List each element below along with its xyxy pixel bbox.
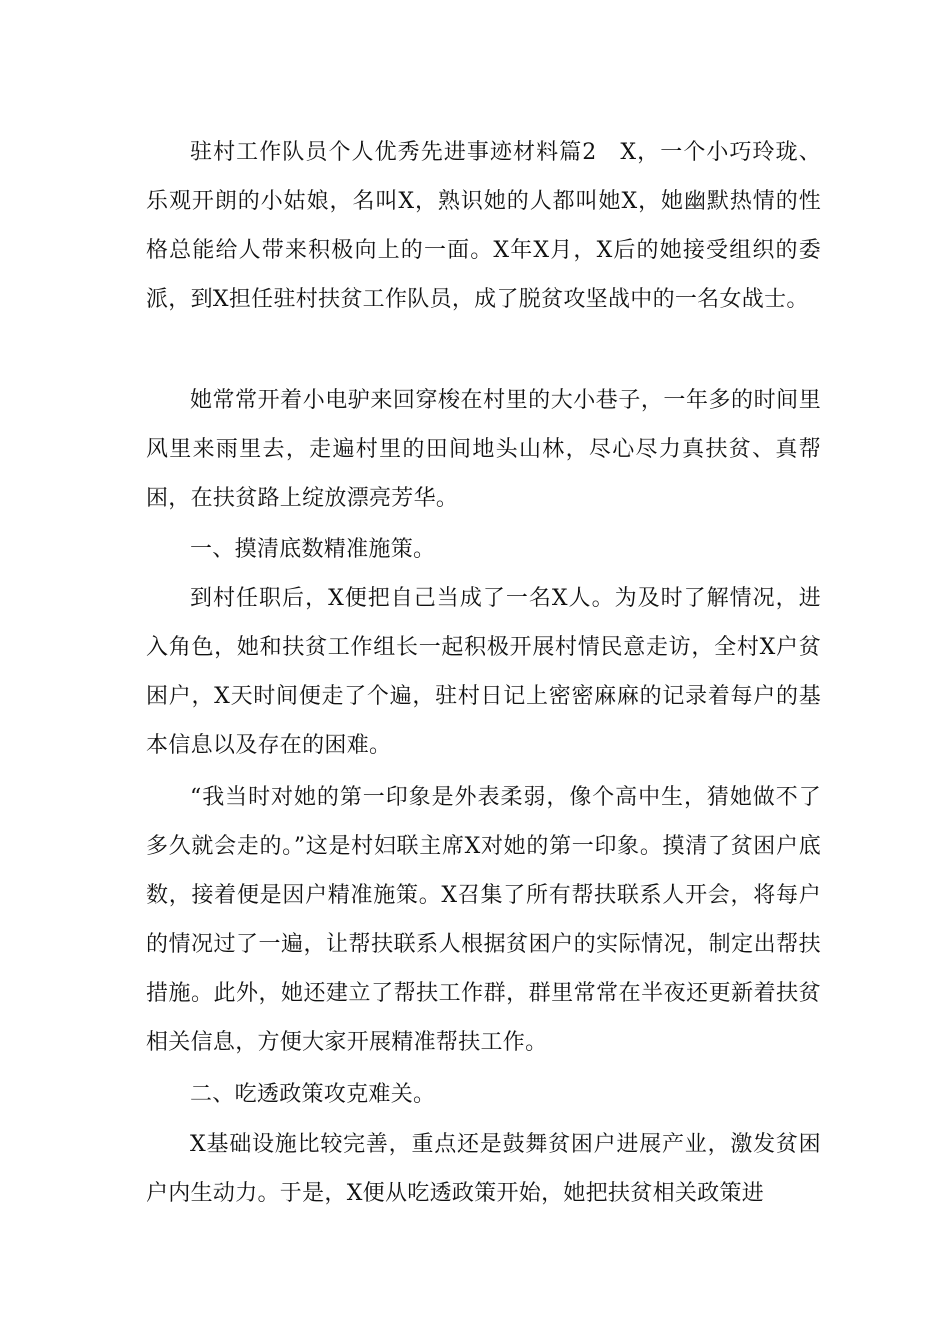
paragraph-village-rides: 她常常开着小电驴来回穿梭在村里的大小巷子，一年多的时间里风里来雨里去，走遍村里的田间地头山林，尽心尽力真扶贫、真帮困，在扶贫路上绽放漂亮芳华。 bbox=[146, 388, 821, 511]
paragraph-survey: 到村任职后，X便把自己当成了一名X人。为及时了解情况，进入角色，她和扶贫工作组长一起积极开展村情民意走访，全村X户贫困户，X天时间便走了个遍，驻村日记上密密麻麻的记录着每户的基本信息以及存在的困难。 bbox=[146, 586, 821, 758]
section-heading-1: 一、摸清底数精准施策。 bbox=[190, 537, 436, 562]
paragraph-intro: 驻村工作队员个人优秀先进事迹材料篇2 X，一个小巧玲珑、乐观开朗的小姑娘，名叫X，熟识她的人都叫她X，她幽默热情的性格总能给人带来积极向上的一面。X年X月，X后的她接受组织的委派，到X担任驻村扶贫工作队员，成了脱贫攻坚战中的一名女战士。 bbox=[146, 140, 821, 312]
paragraph-first-impression: “我当时对她的第一印象是外表柔弱，像个高中生，猜她做不了多久就会走的。”这是村妇联主席X对她的第一印象。摸清了贫困户底数，接着便是因户精准施策。X召集了所有帮扶联系人开会，将每户的情况过了一遍，让帮扶联系人根据贫困户的实际情况，制定出帮扶措施。此外，她还建立了帮扶工作群，群里常常在半夜还更新着扶贫相关信息，方便大家开展精准帮扶工作。 bbox=[146, 785, 821, 1055]
paragraph-policy: X基础设施比较完善，重点还是鼓舞贫困户进展产业，激发贫困户内生动力。于是，X便从吃透政策开始，她把扶贫相关政策进 bbox=[146, 1132, 821, 1206]
section-heading-2: 二、吃透政策攻克难关。 bbox=[190, 1082, 436, 1107]
